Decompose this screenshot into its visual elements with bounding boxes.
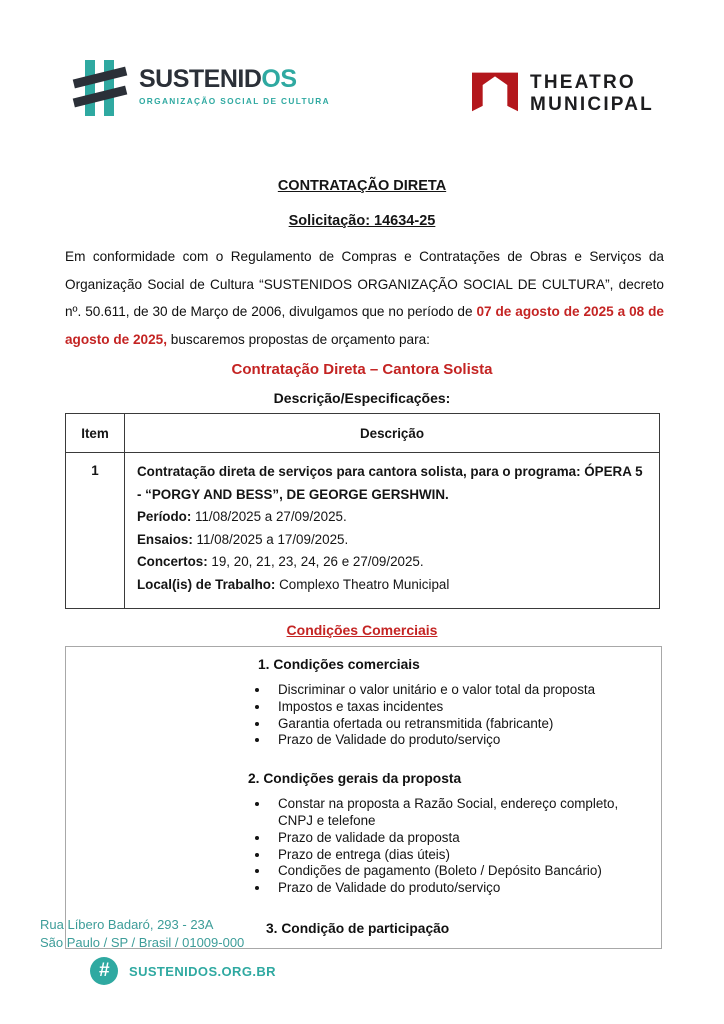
commercial-conditions-title: Condições Comerciais [286,622,438,638]
description-title: Contratação direta de serviços para cantora solista, para o programa: ÓPERA 5 - “PORGY AND BESS”, DE GEORGE GERSHWIN. [137,464,643,502]
intro-paragraph: Em conformidade com o Regulamento de Compras e Contratações de Obras e Serviços da Organização Social de Cultura “SUSTENIDOS ORGANIZAÇÃO SOCIAL DE CULTURA”, decreto nº. 50.611, de 30 de Março de 2006, divulgamos que no período de 07 de agosto de 2025 a 08 de agosto de 2025, buscaremos propostas de orçamento para: [65,249,664,347]
highlighted-dates: 07 de agosto de 2025 a 08 de agosto de 2025, [65,304,664,347]
list-item: • Prazo de validade da proposta [270,830,646,847]
detail-local: Local(is) de Trabalho: Complexo Theatro Municipal [137,576,450,592]
theatro-arch-icon [472,70,518,118]
conditions-section-1-list [248,682,646,749]
sustenidos-name: SUSTENIDOS [139,65,297,93]
table-header-row [66,414,660,453]
header-item: Item [66,414,125,453]
request-number: Solicitação: 14634-25 [288,213,436,229]
detail-periodo: Período: 11/08/2025 a 27/09/2025. [137,509,347,524]
conditions-section-1-heading: 1. Condições comerciais [258,657,420,672]
list-item: • Constar na proposta a Razão Social, endereço completo, CNPJ e telefone [270,796,646,830]
sustenidos-wordmark [139,60,330,106]
page-footer [40,916,276,985]
address-line-2: São Paulo / SP / Brasil / 01009-000 [40,934,245,950]
footer-site-row [90,957,276,985]
footer-website: SUSTENIDOS.ORG.BR [129,963,276,979]
conditions-section-2-list [248,796,646,897]
section-subtitle: Descrição/Especificações: [273,390,451,406]
header-description: Descrição [125,414,660,453]
list-item: • Prazo de Validade do produto/serviço [270,880,646,897]
list-item: • Prazo de entrega (dias úteis) [270,847,646,864]
address-line-1: Rua Líbero Badaró, 293 - 23A [40,917,214,932]
table-row [66,453,660,609]
list-item: • Discriminar o valor unitário e o valor total da proposta [270,682,646,699]
specification-table [65,413,660,609]
item-description [125,453,660,609]
document-title: CONTRATAÇÃO DIRETA [277,178,447,194]
section-title: Contratação Direta – Cantora Solista [231,361,493,378]
conditions-section-2-heading: 2. Condições gerais da proposta [248,771,462,787]
theatro-municipal-logo [472,70,654,118]
list-item: • Impostos e taxas incidentes [270,699,646,716]
list-item: • Prazo de Validade do produto/serviço [270,732,646,749]
footer-address [40,916,276,951]
theatro-wordmark: THEATRO MUNICIPAL [530,72,654,115]
item-number: 1 [66,453,125,609]
list-item: • Condições de pagamento (Boleto / Depósito Bancário) [270,863,646,880]
list-item: • Garantia ofertada ou retransmitida (fabricante) [270,716,646,733]
page-header [0,0,724,118]
hash-icon [74,60,126,116]
sustenidos-tagline: ORGANIZAÇÃO SOCIAL DE CULTURA [139,96,330,106]
sustenidos-logo [74,60,330,116]
detail-ensaios: Ensaios: 11/08/2025 a 17/09/2025. [137,531,349,547]
conditions-box [65,646,662,949]
sustenidos-circle-hash-icon: # [90,957,118,985]
conditions-section-3-heading: 3. Condição de participação [266,920,450,936]
detail-concertos: Concertos: 19, 20, 21, 23, 24, 26 e 27/09/2025. [137,554,424,569]
